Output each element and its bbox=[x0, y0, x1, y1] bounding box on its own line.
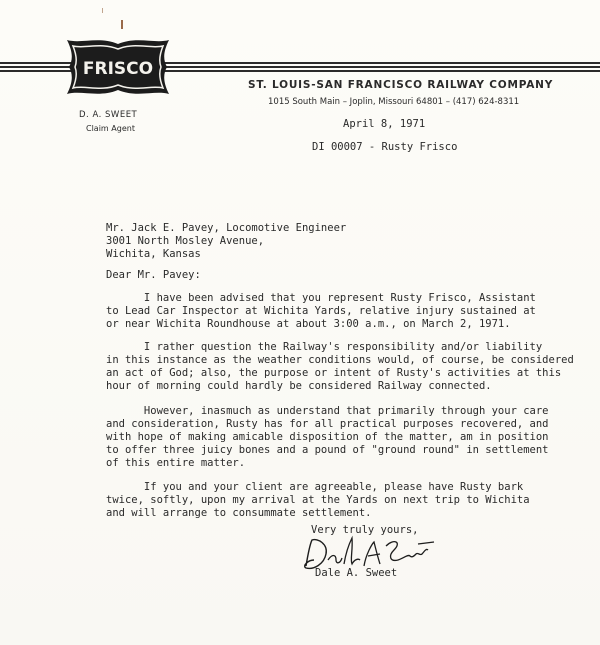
closing: Very truly yours, bbox=[311, 524, 419, 536]
body-line: twice, softly, upon my arrival at the Yards on next trip to Wichita bbox=[106, 494, 530, 506]
body-line: If you and your client are agreeable, please have Rusty bark bbox=[106, 481, 524, 493]
agent-name: D. A. SWEET bbox=[79, 110, 138, 120]
body-line: and consideration, Rusty has for all practical purposes recovered, and bbox=[106, 418, 549, 430]
letter-date: April 8, 1971 bbox=[343, 118, 426, 130]
body-line: or near Wichita Roundhouse at about 3:00 a.m., on March 2, 1971. bbox=[106, 318, 511, 330]
body-line: to offer three juicy bones and a pound of "ground round" in settlement bbox=[106, 444, 549, 456]
paper-mark bbox=[121, 20, 123, 29]
paper-mark bbox=[102, 8, 103, 13]
svg-text:FRISCO: FRISCO bbox=[82, 59, 154, 79]
body-line: I rather question the Railway's responsibility and/or liability bbox=[106, 341, 543, 353]
body-line: However, inasmuch as understand that primarily through your care bbox=[106, 405, 549, 417]
body-line: to Lead Car Inspector at Wichita Yards, relative injury sustained at bbox=[106, 305, 536, 317]
body-line: an act of God; also, the purpose or intent of Rusty's activities at this bbox=[106, 367, 562, 379]
company-address: 1015 South Main – Joplin, Missouri 64801 – (417) 624-8311 bbox=[268, 97, 520, 107]
body-line: hour of morning could hardly be considered Railway connected. bbox=[106, 380, 492, 392]
body-line: I have been advised that you represent Rusty Frisco, Assistant bbox=[106, 292, 536, 304]
body-line: in this instance as the weather conditions would, of course, be considered bbox=[106, 354, 574, 366]
agent-title: Claim Agent bbox=[86, 124, 135, 133]
body-line: and will arrange to consummate settlement. bbox=[106, 507, 372, 519]
body-line: with hope of making amicable disposition of the matter, am in position bbox=[106, 431, 549, 443]
recipient-line: Wichita, Kansas bbox=[106, 248, 201, 260]
salutation: Dear Mr. Pavey: bbox=[106, 269, 201, 281]
frisco-shield-icon bbox=[63, 36, 173, 98]
body-line: of this entire matter. bbox=[106, 457, 246, 469]
letter-reference: DI 00007 - Rusty Frisco bbox=[312, 141, 458, 153]
recipient-line: Mr. Jack E. Pavey, Locomotive Engineer bbox=[106, 222, 347, 234]
frisco-logo bbox=[63, 36, 173, 98]
company-name: ST. LOUIS-SAN FRANCISCO RAILWAY COMPANY bbox=[248, 79, 554, 91]
recipient-line: 3001 North Mosley Avenue, bbox=[106, 235, 265, 247]
typed-signature-name: Dale A. Sweet bbox=[315, 567, 398, 579]
